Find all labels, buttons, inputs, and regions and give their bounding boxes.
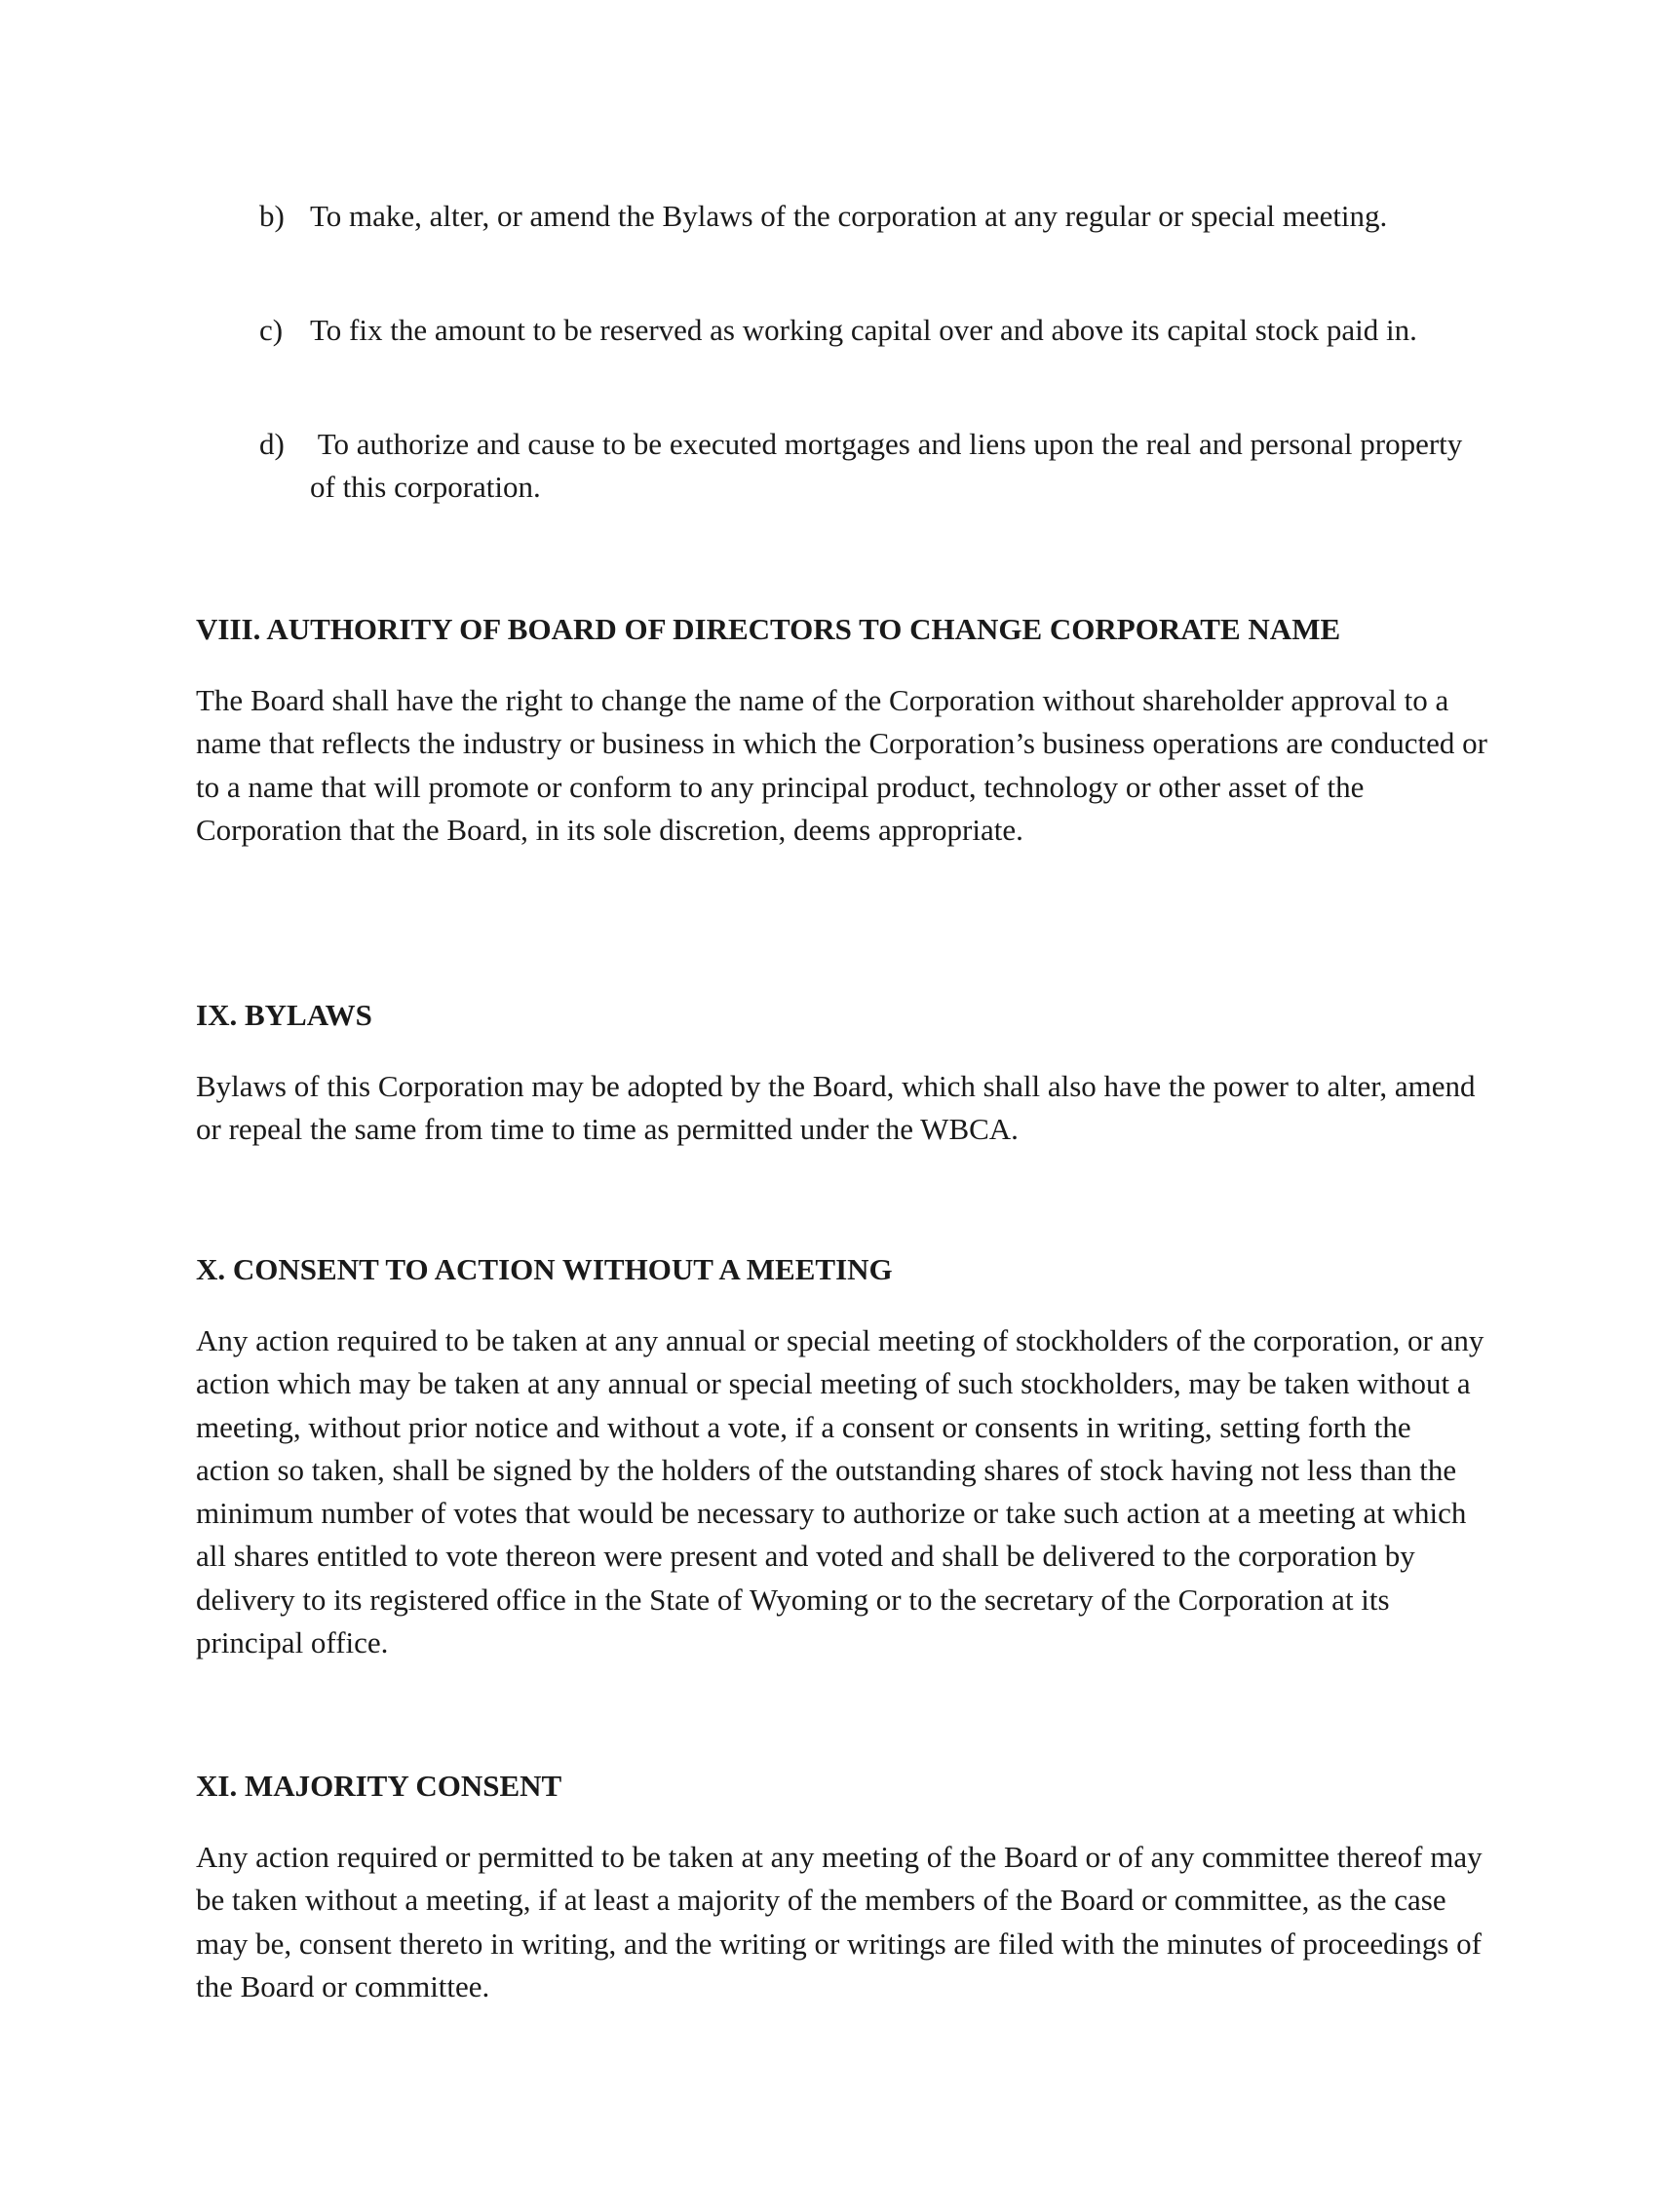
list-marker: d) [259, 427, 285, 461]
section-body-xi: Any action required or permitted to be taken at any meeting of the Board or of any committee thereof may be taken without a meeting, if at least a majority of the members of the Board or committee, as the case may be, consent thereto in writing, and the writing or writings are filed with the minutes of proceedings of the Board or committee. [196, 1840, 1483, 2003]
list-item-text: To authorize and cause to be executed mortgages and liens upon the real and personal property of this corporation. [310, 427, 1471, 504]
section-heading-x: X. CONSENT TO ACTION WITHOUT A MEETING [196, 1252, 893, 1286]
section-body-ix: Bylaws of this Corporation may be adopted by the Board, which shall also have the power to alter, amend or repeal the same from time to time as permitted under the WBCA. [196, 1069, 1476, 1147]
list-item-c [259, 309, 1487, 352]
section-body-viii: The Board shall have the right to change the name of the Corporation without shareholder approval to a name that reflects the industry or business in which the Corporation’s business operations are conducted or to a name that will promote or conform to any principal product, technology or other asset of the Corporation that the Board, in its sole discretion, deems appropriate. [196, 683, 1487, 847]
list-marker: c) [259, 313, 284, 347]
section-heading-ix: IX. BYLAWS [196, 998, 372, 1032]
list-item-b [259, 195, 1487, 238]
list-item-text: To fix the amount to be reserved as working capital over and above its capital stock paid in. [310, 313, 1417, 347]
section-heading-viii: VIII. AUTHORITY OF BOARD OF DIRECTORS TO CHANGE CORPORATE NAME [196, 612, 1341, 646]
list-marker: b) [259, 199, 285, 233]
list-item-text: To make, alter, or amend the Bylaws of the corporation at any regular or special meeting. [310, 199, 1388, 233]
list-item-d [259, 423, 1487, 509]
section-body-x: Any action required to be taken at any annual or special meeting of stockholders of the corporation, or any action which may be taken at any annual or special meeting of such stockholders, may be taken without a meeting, without prior notice and without a vote, if a consent or consents in writing, setting forth the action so taken, shall be signed by the holders of the outstanding shares of stock having not less than the minimum number of votes that would be necessary to authorize or take such action at a meeting at which all shares entitled to vote thereon were present and voted and shall be delivered to the corporation by delivery to its registered office in the State of Wyoming or to the secretary of the Corporation at its principal office. [196, 1323, 1484, 1660]
section-heading-xi: XI. MAJORITY CONSENT [196, 1769, 562, 1803]
